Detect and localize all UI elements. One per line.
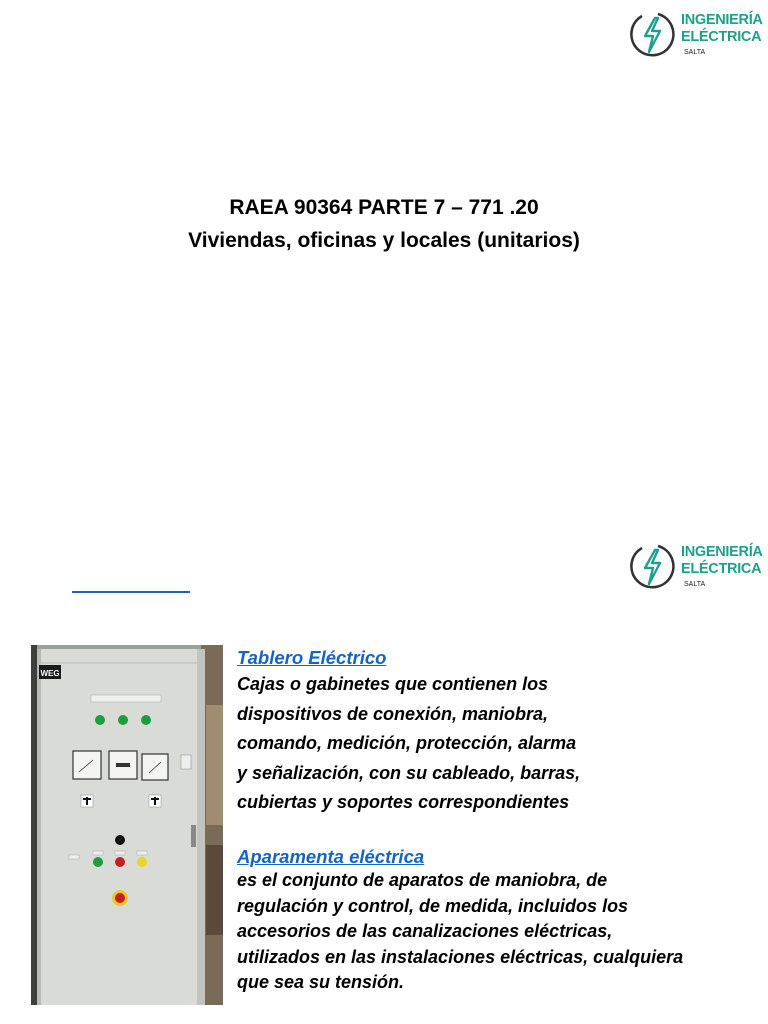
aparamenta-line: que sea su tensión.: [237, 972, 405, 992]
slide-title-line-2: Viviendas, oficinas y locales (unitarios): [188, 229, 580, 252]
logo-line-3: SALTA: [684, 581, 706, 588]
aparamenta-electrica-link[interactable]: Aparamenta eléctrica: [237, 846, 425, 867]
slide-title-line-1: RAEA 90364 PARTE 7 – 771 .20: [229, 196, 539, 219]
brand-logo: [628, 538, 768, 598]
logo-line-2: ELÉCTRICA: [681, 29, 762, 45]
divider-line: [72, 591, 190, 593]
section-aparamenta: [237, 846, 767, 996]
logo-line-2: ELÉCTRICA: [681, 561, 762, 577]
tablero-line: comando, medición, protección, alarma: [237, 733, 577, 753]
cabinet-brand: WEG: [40, 669, 60, 678]
lightning-circle-icon: [628, 10, 676, 58]
tablero-line: Cajas o gabinetes que contienen los: [237, 674, 549, 694]
logo-line-1: INGENIERÍA: [681, 544, 763, 560]
aparamenta-line: utilizados en las instalaciones eléctricas, cualquiera: [237, 946, 684, 967]
section-tablero: [237, 647, 767, 817]
aparamenta-line: accesorios de las canalizaciones eléctricas,: [237, 921, 613, 941]
brand-logo: [628, 6, 768, 66]
aparamenta-line: es el conjunto de aparatos de maniobra, de: [237, 870, 608, 890]
logo-line-3: SALTA: [684, 49, 706, 56]
lightning-circle-icon: [628, 542, 676, 590]
aparamenta-line: regulación y control, de medida, incluidos los: [237, 895, 629, 916]
tablero-electrico-link[interactable]: Tablero Eléctrico: [237, 647, 387, 668]
tablero-line: cubiertas y soportes correspondientes: [237, 792, 570, 812]
tablero-line: dispositivos de conexión, maniobra,: [237, 703, 549, 724]
electrical-panel-photo: [31, 645, 223, 1005]
logo-line-1: INGENIERÍA: [681, 12, 763, 28]
tablero-line: y señalización, con su cableado, barras,: [237, 762, 581, 783]
